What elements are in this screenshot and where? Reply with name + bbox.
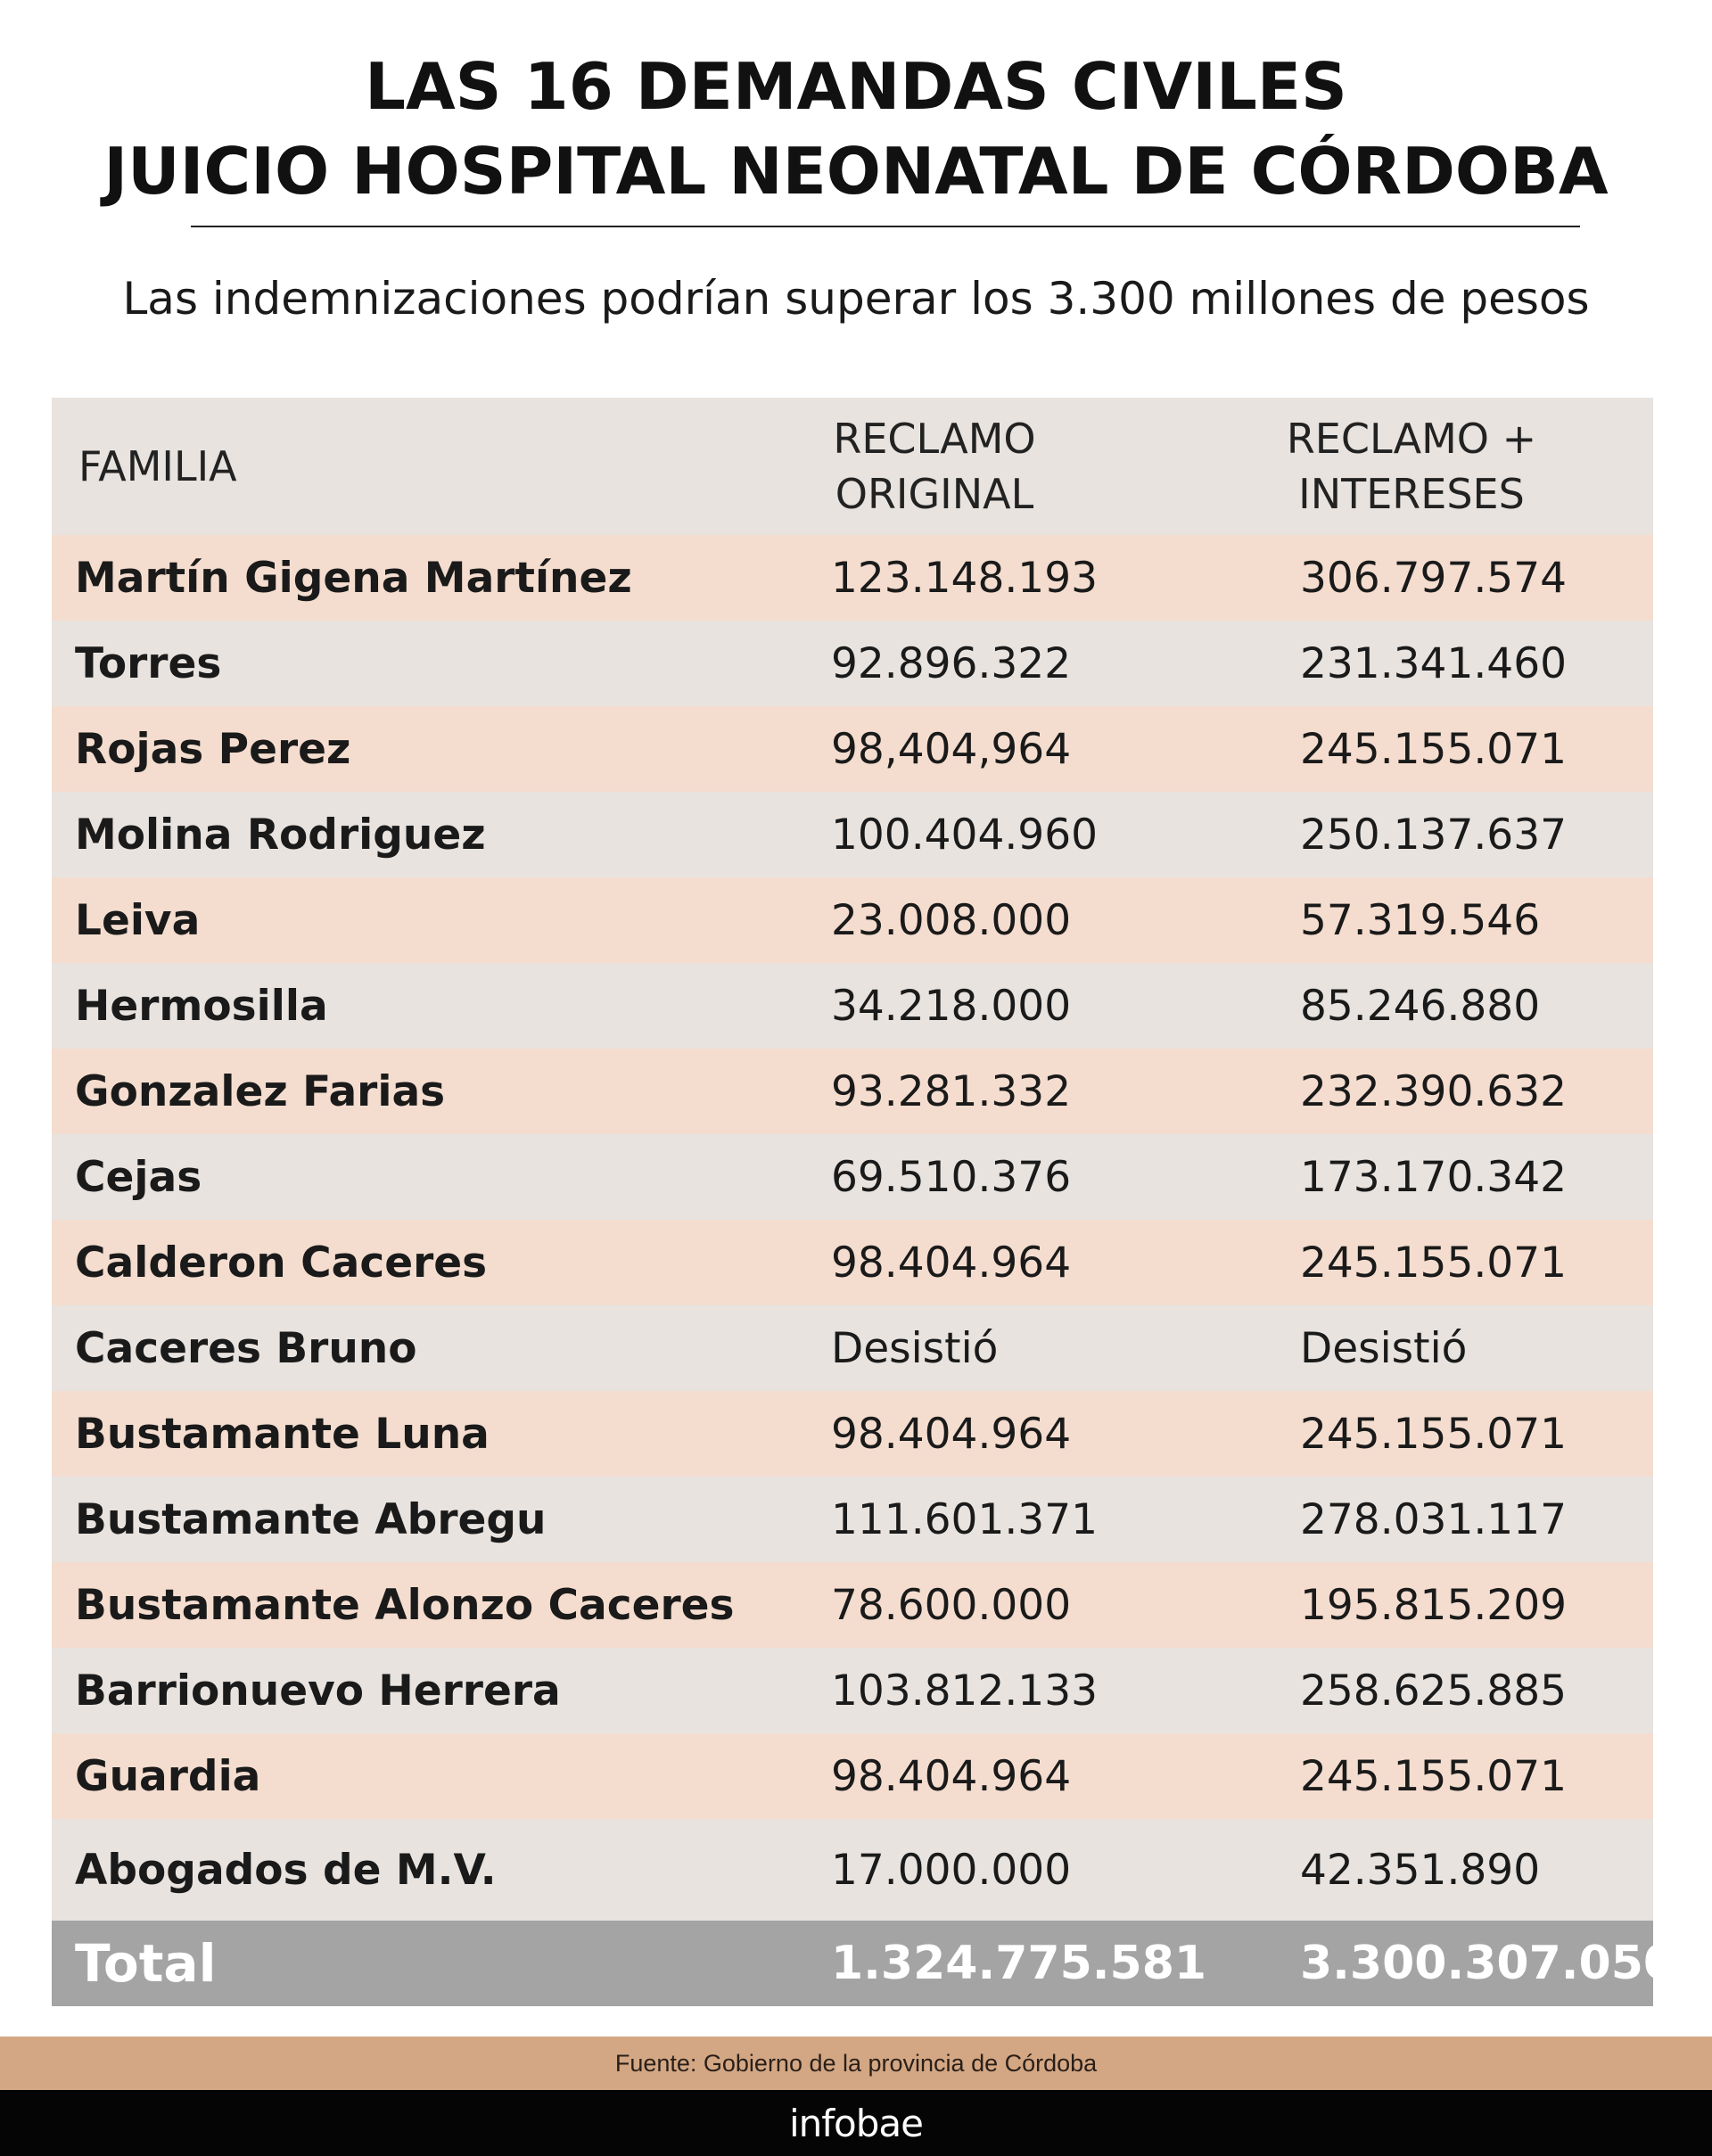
- row-intereses: Desistió: [1300, 1323, 1468, 1373]
- table-row: [52, 1733, 1653, 1819]
- header-intereses-line1: RECLAMO +: [1286, 415, 1537, 463]
- table-row: [52, 1391, 1653, 1477]
- row-familia: Leiva: [75, 895, 201, 945]
- row-intereses: 42.351.890: [1300, 1845, 1541, 1895]
- table-row: [52, 1477, 1653, 1562]
- table-row: [52, 1134, 1653, 1220]
- row-familia: Bustamante Luna: [75, 1409, 490, 1459]
- infobae-logo: infobae: [0, 2090, 1712, 2156]
- header-original-line2: ORIGINAL: [835, 470, 1034, 518]
- row-original: 111.601.371: [831, 1494, 1099, 1544]
- row-familia: Calderon Caceres: [75, 1238, 488, 1288]
- total-label: Total: [75, 1933, 217, 1994]
- row-familia: Bustamante Alonzo Caceres: [75, 1580, 735, 1630]
- row-intereses: 231.341.460: [1300, 638, 1568, 688]
- row-original: 93.281.332: [831, 1066, 1072, 1116]
- header-original-line1: RECLAMO: [833, 415, 1036, 463]
- row-original: Desistió: [831, 1323, 999, 1373]
- total-original: 1.324.775.581: [831, 1937, 1207, 1990]
- row-intereses: 250.137.637: [1300, 810, 1568, 860]
- row-familia: Barrionuevo Herrera: [75, 1666, 561, 1716]
- row-familia: Torres: [75, 638, 222, 688]
- row-intereses: 85.246.880: [1300, 981, 1541, 1031]
- title-divider: [191, 226, 1580, 227]
- table-row: [52, 1049, 1653, 1134]
- row-intereses: 306.797.574: [1300, 553, 1568, 603]
- header-intereses-line2: INTERESES: [1298, 470, 1525, 518]
- row-original: 78.600.000: [831, 1580, 1072, 1630]
- row-original: 17.000.000: [831, 1845, 1072, 1895]
- row-original: 69.510.376: [831, 1152, 1072, 1202]
- row-familia: Gonzalez Farias: [75, 1066, 446, 1116]
- row-original: 98.404.964: [831, 1238, 1072, 1288]
- claims-table: [52, 398, 1676, 2006]
- title-line-2: JUICIO HOSPITAL NEONATAL DE CÓRDOBA: [103, 134, 1609, 209]
- table-row: [52, 621, 1653, 706]
- table-row: [52, 877, 1653, 963]
- row-familia: Hermosilla: [75, 981, 328, 1031]
- header-reclamo-original: [792, 398, 1077, 535]
- table-row: [52, 1305, 1653, 1391]
- table-row: [52, 1562, 1653, 1648]
- table-row: [52, 963, 1653, 1049]
- total-intereses: 3.300.307.050: [1300, 1937, 1676, 1990]
- source-note: Fuente: Gobierno de la provincia de Córdoba: [0, 2037, 1712, 2090]
- row-intereses: 245.155.071: [1300, 724, 1568, 774]
- row-intereses: 195.815.209: [1300, 1580, 1568, 1630]
- row-familia: Caceres Bruno: [75, 1323, 417, 1373]
- table-row: [52, 1220, 1653, 1305]
- row-intereses: 245.155.071: [1300, 1238, 1568, 1288]
- row-original: 123.148.193: [831, 553, 1099, 603]
- row-original: 98,404,964: [831, 724, 1072, 774]
- table-header-row: [52, 398, 1653, 535]
- row-intereses: 245.155.071: [1300, 1409, 1568, 1459]
- header-familia: FAMILIA: [78, 442, 237, 490]
- row-familia: Molina Rodriguez: [75, 810, 486, 860]
- row-intereses: 173.170.342: [1300, 1152, 1568, 1202]
- row-original: 103.812.133: [831, 1666, 1099, 1716]
- title-line-1: LAS 16 DEMANDAS CIVILES: [365, 49, 1347, 124]
- row-original: 34.218.000: [831, 981, 1072, 1031]
- row-familia: Bustamante Abregu: [75, 1494, 547, 1544]
- row-familia: Rojas Perez: [75, 724, 351, 774]
- row-familia: Abogados de M.V.: [75, 1845, 497, 1895]
- total-row: [52, 1921, 1676, 2006]
- row-original: 100.404.960: [831, 810, 1099, 860]
- table-row: [52, 535, 1653, 621]
- header-reclamo-intereses: [1247, 398, 1576, 535]
- row-intereses: 258.625.885: [1300, 1666, 1568, 1716]
- row-familia: Martín Gigena Martínez: [75, 553, 632, 603]
- row-original: 23.008.000: [831, 895, 1072, 945]
- table-row: [52, 706, 1653, 792]
- row-original: 92.896.322: [831, 638, 1072, 688]
- row-familia: Cejas: [75, 1152, 202, 1202]
- subtitle: Las indemnizaciones podrían superar los 3.300 millones de pesos: [122, 273, 1590, 325]
- row-familia: Guardia: [75, 1751, 261, 1801]
- row-intereses: 57.319.546: [1300, 895, 1541, 945]
- row-intereses: 245.155.071: [1300, 1751, 1568, 1801]
- row-intereses: 232.390.632: [1300, 1066, 1568, 1116]
- table-row: [52, 1819, 1653, 1921]
- table-row: [52, 792, 1653, 877]
- row-original: 98.404.964: [831, 1751, 1072, 1801]
- row-original: 98.404.964: [831, 1409, 1072, 1459]
- table-row: [52, 1648, 1653, 1733]
- row-intereses: 278.031.117: [1300, 1494, 1568, 1544]
